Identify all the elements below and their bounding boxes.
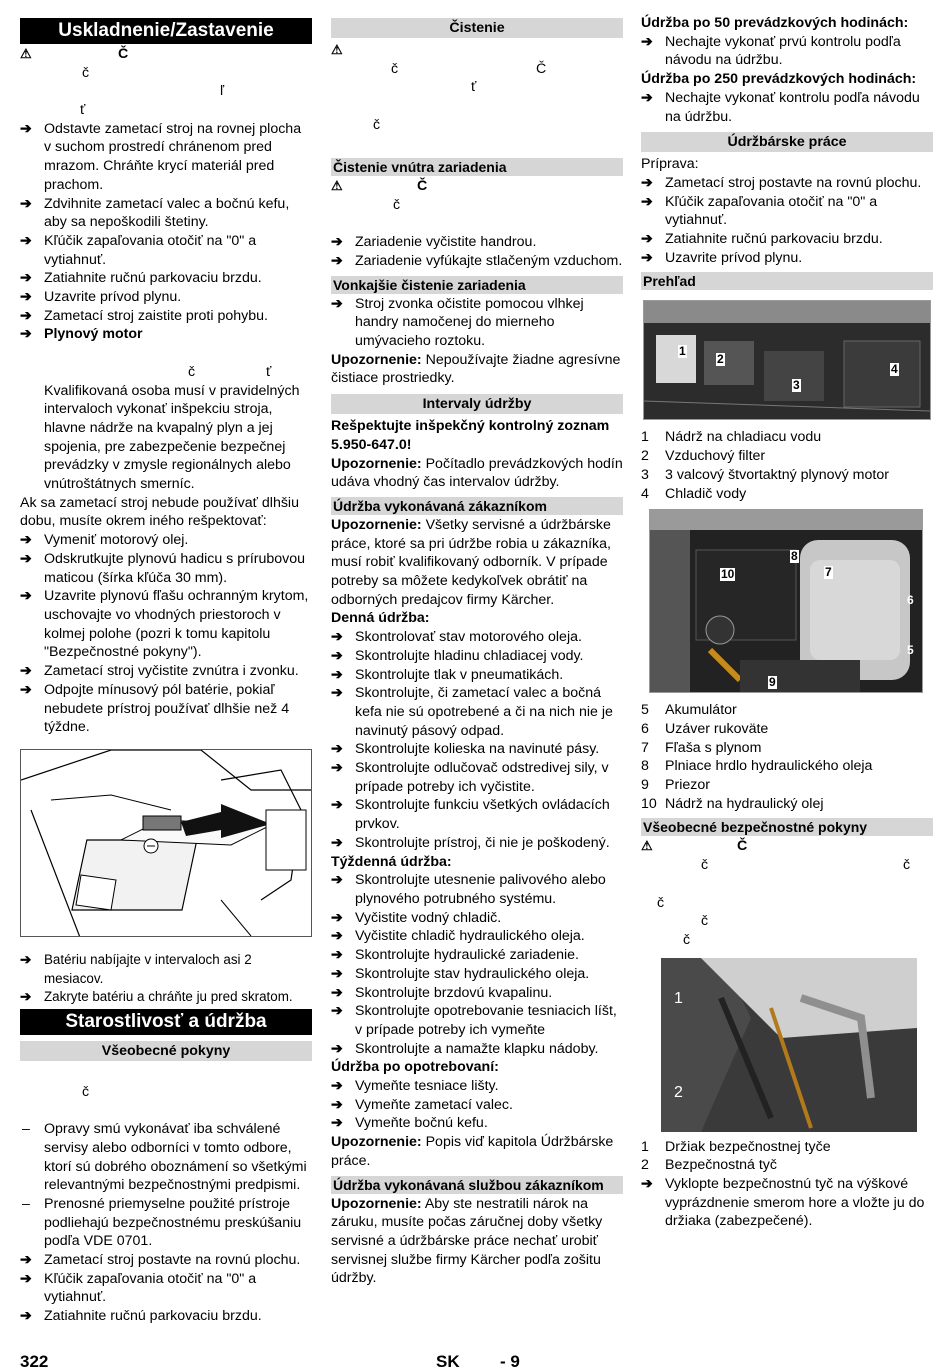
list-item: ➔ Skontrolovať stav motorového oleja.	[331, 629, 582, 646]
arrow-icon: ➔	[331, 666, 343, 683]
list-item: ➔ Vymeniť motorový olej.	[20, 532, 189, 549]
list-item: ➔ Skontrolujte, či zametací valec a bočná kefa nie sú opotrebené a či na nich nie je navinutý pásový odpad.	[331, 685, 613, 739]
list-item: – Prenosné priemyselne použité prístroje podliehajú bezpečnostnému preskúšaniu podľa VDE 0701.	[22, 1195, 302, 1250]
warning-icon: ⚠	[641, 838, 653, 854]
arrow-icon: ➔	[20, 1308, 32, 1325]
list-item: ➔ Zametací stroj postavte na rovnú plochu.	[20, 1252, 301, 1269]
battery-illustration	[20, 749, 312, 937]
weekly-heading: Týždenná údržba:	[331, 853, 452, 870]
arrow-icon: ➔	[331, 1078, 343, 1095]
list-item: ➔ Zatiahnite ručnú parkovaciu brzdu.	[20, 270, 262, 287]
arrow-icon: ➔	[20, 1270, 32, 1287]
subheading-safety: Všeobecné bezpečnostné pokyny	[641, 818, 933, 836]
legend-item: 10 Nádrž na hydraulický olej	[641, 795, 824, 812]
arrow-icon: ➔	[331, 1096, 343, 1113]
warning-line: ⚠ Č	[20, 46, 129, 62]
list-item: – Opravy smú vykonávať iba schválené servisy alebo odborníci v tomto odbore, ktorí sú dobrého oboznámení so všetkými relevantnými bezpečnostnými predpismi.	[22, 1121, 307, 1194]
note-description: Upozornenie: Popis viď kapitola Údržbárske práce.	[331, 1134, 614, 1169]
engine-bay-photo: 1 2 3 4	[643, 300, 931, 420]
legend-item: 1 Nádrž na chladiacu vodu	[641, 429, 822, 446]
legend-item: 6 Uzáver rukoväte	[641, 720, 769, 737]
list-item: ➔ Skontrolujte odlučovač odstredivej sily, v prípade potreby ich vyčistite.	[331, 760, 609, 795]
list-item-gas-motor: ➔ Plynový motor	[20, 326, 143, 343]
column-3: Údržba po 50 prevádzkových hodinách: ➔ Nechajte vykonať prvú kontrolu podľa návodu na údržbu. Údržba po 250 prevádzkových hodinách: ➔ Nechajte vykonať kontrolu podľa návodu na údržbu. Údržbárske práce Príprava: ➔ Zametací stroj postavte na rovnú plochu. ➔ Kľúčik zapaľovania otočiť na "0" a vytiahnuť. ➔ Zatiahnite ručnú parkovaciu brzdu. ➔ Uzavrite prívod plynu. Prehľad 1 2 3 4 1 Nádrž na chladiacu vodu 2 Vzduchový filter 3 3 valcový štvortaktný plynový motor 4 Chladič vody 10 8 7 6 5 9 5 Akumulátor 6 Uzáver rukoväte 7 Fľaša s plynom 8 Plniace hrdlo hydraulického oleja 9 Priezor 10 Nádrž na hydraulický olej Všeobecné bezpečnostné pokyny ⚠ Č č č č č č 1 2 1 Držiak bezpečnostnej tyče 2 Bezpečnostná tyč ➔ Vyklopte bezpečnostnú tyč na výškové vyprázdnenie smerom hore a vložte ju do držiaka (zabezpečené).	[641, 14, 933, 1231]
subheading-general: Všeobecné pokyny	[20, 1041, 312, 1061]
list-item: ➔ Stroj zvonka očistite pomocou vlhkej handry namočenej do mierneho umývacieho roztoku.	[331, 295, 584, 349]
list-item: ➔ Odpojte mínusový pól batérie, pokiaľ nebudete prístroj používať dlhšie než 4 týždne.	[20, 681, 290, 736]
preparation-list	[641, 174, 933, 268]
legend-item: 2 Bezpečnostná tyč	[641, 1157, 777, 1174]
subheading-intervals: Intervaly údržby	[331, 394, 623, 414]
note-counter: Upozornenie: Počítadlo prevádzkových hodín udáva vhodný čas intervalov údržby.	[331, 455, 623, 491]
list-item: ➔ Nechajte vykonať prvú kontrolu podľa návodu na údržbu.	[641, 33, 901, 69]
hydraulic-bay-photo: 10 8 7 6 5 9	[649, 509, 923, 693]
list-item: ➔ Kľúčik zapaľovania otočiť na "0" a vytiahnuť.	[20, 1270, 257, 1306]
battery-list	[20, 951, 312, 1007]
arrow-icon: ➔	[331, 685, 343, 702]
arrow-icon: ➔	[331, 760, 343, 777]
wear-heading: Údržba po opotrebovaní:	[331, 1059, 499, 1076]
arrow-icon: ➔	[331, 797, 343, 814]
warning-icon: ⚠	[331, 42, 343, 57]
list-item: ➔ Zametací stroj postavte na rovnú plochu.	[641, 174, 922, 191]
inside-cleaning-list	[331, 233, 623, 270]
list-item: ➔ Odskrutkujte plynovú hadicu s prírubovou maticou (šírka kľúča 30 mm).	[20, 550, 306, 586]
list-item: ➔ Zariadenie vyfúkajte stlačeným vzduchom.	[331, 252, 623, 269]
legend-item: 4 Chladič vody	[641, 485, 747, 502]
arrow-icon: ➔	[331, 741, 343, 758]
list-item: ➔ Batériu nabíjajte v intervaloch asi 2 mesiacov.	[20, 951, 252, 986]
list-item: ➔ Uzavrite prívod plynu.	[641, 249, 803, 266]
list-item: ➔ Nechajte vykonať kontrolu podľa návodu na údržbu.	[641, 89, 920, 125]
arrow-icon: ➔	[20, 307, 32, 324]
arrow-icon: ➔	[331, 965, 343, 982]
list-item: ➔ Vyklopte bezpečnostnú tyč na výškové vyprázdnenie smerom hore a vložte ju do držiaka (zabezpečené).	[641, 1176, 925, 1230]
arrow-icon: ➔	[641, 231, 653, 248]
list-item: ➔ Skontrolujte opotrebovanie tesniacich líšt, v prípade potreby ich vymeňte	[331, 1003, 617, 1038]
list-item: ➔ Skontrolujte kolieska na navinuté pásy.	[331, 741, 600, 758]
list-item: ➔ Skontrolujte funkciu všetkých ovládacích prvkov.	[331, 797, 610, 833]
arrow-icon: ➔	[20, 289, 32, 306]
arrow-icon: ➔	[331, 1003, 343, 1020]
column-1: Uskladnenie/Zastavenie ⚠ Č č ľ ť ➔ Odstavte zametací stroj na rovnej plocha v suchom prostredí chránenom pred mrazom. Chráňte krycí materiál pred prachom. ➔ Zdvihnite zametací valec a bočnú kefu, aby sa nepoškodili štetiny. ➔ Kľúčik zapaľovania otočiť na "0" a vytiahnuť. ➔ Zatiahnite ručnú parkovaciu brzdu. ➔ Uzavrite prívod plynu. ➔ Zametací stroj zaistite proti pohybu. ➔ Plynový motor č ť Kvalifikovaná osoba musí v pravidelných intervaloch vykonať inšpekciu stroja, hlavne nádrže na kvapalný plyn a jej spojenia, pre zabezpečenie bezpečnej prevádzky v zmysle regionálnych alebo vnútroštátnych smerníc. Ak sa zametací stroj nebude používať dlhšiu dobu, musíte okrem iného rešpektovať: ➔ Vymeniť motorový olej. ➔ Odskrutkujte plynovú hadicu s prírubovou maticou (šírka kľúča 30 mm). ➔ Uzavrite plynovú fľašu ochranným krytom, uschovajte vo vhodných priestoroch v kolmej polohe (pozri k tomu kapitolu "Bezpečnostné pokyny"). ➔ Zametací stroj vyčistite zvnútra i zvonku. ➔ Odpojte mínusový pól batérie, pokiaľ nebudete prístroj používať dlhšie než 4 týždne. ➔ Batériu nabíjajte v intervaloch asi 2 mesiacov. ➔ Zakryte batériu a chráňte ju pred skratom. Starostlivosť a údržba Všeobecné pokyny č – Opravy smú vykonávať iba schválené servisy alebo odborníci v tomto odbore, ktorí sú dobrého oboznámení so všetkými relevantnými bezpečnostnými predpismi. – Prenosné priemyselne použité prístroje podliehajú bezpečnostnému preskúšaniu podľa VDE 0701. ➔ Zametací stroj postavte na rovnú plochu. ➔ Kľúčik zapaľovania otočiť na "0" a vytiahnuť. ➔ Zatiahnite ručnú parkovaciu brzdu.	[20, 18, 312, 1326]
list-item: ➔ Skontrolujte utesnenie palivového alebo plynového potrubného systému.	[331, 872, 606, 907]
list-item: ➔ Vymeňte bočnú kefu.	[331, 1115, 488, 1132]
list-item: ➔ Skontrolujte tlak v pneumatikách.	[331, 666, 564, 683]
list-item: ➔ Kľúčik zapaľovania otočiť na "0" a vytiahnuť.	[20, 232, 257, 268]
arrow-icon: ➔	[331, 1115, 343, 1132]
arrow-icon: ➔	[641, 1176, 653, 1192]
list-item: ➔ Zakryte batériu a chráňte ju pred skratom.	[20, 988, 312, 1007]
arrow-icon: ➔	[20, 989, 32, 1005]
list-item: ➔ Zametací stroj vyčistite zvnútra i zvonku.	[20, 663, 299, 680]
arrow-icon: ➔	[331, 984, 343, 1001]
arrow-icon: ➔	[641, 89, 653, 106]
warning-icon: ⚠	[20, 46, 32, 61]
legend-3	[641, 1138, 933, 1175]
subheading-inside-cleaning: Čistenie vnútra zariadenia	[331, 158, 623, 176]
list-item: ➔ Skontrolujte brzdovú kvapalinu.	[331, 984, 553, 1001]
arrow-icon: ➔	[331, 947, 343, 964]
daily-heading: Denná údržba:	[331, 610, 430, 627]
arrow-icon: ➔	[20, 232, 32, 249]
language-code: SK	[436, 1352, 460, 1371]
long-storage-text: Ak sa zametací stroj nebude používať dlhšiu dobu, musíte okrem iného rešpektovať:	[20, 494, 299, 530]
storage-list-a	[20, 120, 312, 344]
legend-item: 9 Priezor	[641, 777, 710, 794]
legend-item: 5 Akumulátor	[641, 702, 737, 719]
list-item: ➔ Zatiahnite ručnú parkovaciu brzdu.	[641, 231, 883, 248]
list-item: ➔ Odstavte zametací stroj na rovnej plocha v suchom prostredí chránenom pred mrazom. Chráňte krycí materiál pred prachom.	[20, 120, 302, 193]
list-item: ➔ Zariadenie vyčistite handrou.	[331, 234, 537, 251]
note-service: Upozornenie: Aby ste nestratili nárok na záruku, musíte počas záručnej doby všetky servisné a údržbárske práce nechať urobiť servisnej službe firmy Kärcher podľa zošitu údržby.	[331, 1195, 603, 1287]
subheading-cleaning: Čistenie	[331, 18, 623, 38]
weekly-list	[331, 871, 623, 1058]
list-item: ➔ Skontrolujte hladinu chladiacej vody.	[331, 647, 584, 664]
list-item: ➔ Skontrolujte stav hydraulického oleja.	[331, 965, 590, 982]
arrow-icon: ➔	[20, 681, 32, 698]
arrow-icon: ➔	[331, 234, 343, 251]
list-item: ➔ Kľúčik zapaľovania otočiť na "0" a vytiahnuť.	[641, 193, 878, 229]
note-customer: Upozornenie: Všetky servisné a údržbárske práce, ktoré sa pri údržbe robia u zákazníka, musí robiť kvalifikovaný odborník. V prípade potreby sa môžete kedykoľvek obrátiť na odborných predajcov firmy Kärcher.	[331, 516, 611, 608]
list-item: ➔ Vyčistite chladič hydraulického oleja.	[331, 928, 585, 945]
arrow-icon: ➔	[20, 663, 32, 680]
legend-2	[641, 701, 933, 813]
arrow-icon: ➔	[641, 33, 653, 50]
arrow-icon: ➔	[641, 174, 653, 191]
page-number: 322	[20, 1352, 49, 1371]
list-item: ➔ Vyčistite vodný chladič.	[331, 909, 502, 926]
general-arrow-list	[20, 1251, 312, 1326]
legend-item: 3 3 valcový štvortaktný plynový motor	[641, 466, 889, 483]
subheading-maintenance-work: Údržbárske práce	[641, 132, 933, 152]
note-outside: Upozornenie: Nepoužívajte žiadne agresívne čistiace prostriedky.	[331, 351, 621, 387]
legend-1	[641, 428, 933, 503]
arrow-icon: ➔	[20, 532, 32, 549]
list-item: ➔ Skontrolujte hydraulické zariadenie.	[331, 947, 579, 964]
safety-bar-photo: 1 2	[661, 958, 917, 1132]
battery-drawing	[21, 750, 311, 936]
list-item: ➔ Uzavrite plynovú fľašu ochranným krytom, uschovajte vo vhodných priestoroch v kolmej polohe (pozri k tomu kapitolu "Bezpečnostné pokyny").	[20, 588, 309, 661]
arrow-icon: ➔	[20, 270, 32, 287]
storage-list-b	[20, 531, 312, 737]
list-item: ➔ Zdvihnite zametací valec a bočnú kefu, aby sa nepoškodili štetiny.	[20, 195, 290, 231]
subheading-outside-cleaning: Vonkajšie čistenie zariadenia	[331, 276, 623, 294]
legend-item: 1 Držiak bezpečnostnej tyče	[641, 1138, 831, 1155]
column-2: Čistenie ⚠ č Č ť č Čistenie vnútra zariadenia ⚠ Č č ➔ Zariadenie vyčistite handrou. ➔ Zariadenie vyfúkajte stlačeným vzduchom. Vonkajšie čistenie zariadenia ➔ Stroj zvonka očistite pomocou vlhkej handry namočenej do mierneho umývacieho roztoku. Upozornenie: Nepoužívajte žiadne agresívne čistiace prostriedky. Intervaly údržby Rešpektujte inšpekčný kontrolný zoznam 5.950-647.0! Upozornenie: Počítadlo prevádzkových hodín udáva vhodný čas intervalov údržby. Údržba vykonávaná zákazníkom Upozornenie: Všetky servisné a údržbárske práce, ktoré sa pri údržbe robia u zákazníka, musí robiť kvalifikovaný odborník. V prípade potreby sa môžete kedykoľvek obrátiť na odborných predajcov firmy Kärcher. Denná údržba: ➔ Skontrolovať stav motorového oleja. ➔ Skontrolujte hladinu chladiacej vody. ➔ Skontrolujte tlak v pneumatikách. ➔ Skontrolujte, či zametací valec a bočná kefa nie sú opotrebené a či na nich nie je navinutý pásový odpad. ➔ Skontrolujte kolieska na navinuté pásy. ➔ Skontrolujte odlučovač odstredivej sily, v prípade potreby ich vyčistite. ➔ Skontrolujte funkciu všetkých ovládacích prvkov. ➔ Skontrolujte prístroj, či nie je poškodený. Týždenná údržba: ➔ Skontrolujte utesnenie palivového alebo plynového potrubného systému. ➔ Vyčistite vodný chladič. ➔ Vyčistite chladič hydraulického oleja. ➔ Skontrolujte hydraulické zariadenie. ➔ Skontrolujte stav hydraulického oleja. ➔ Skontrolujte brzdovú kvapalinu. ➔ Skontrolujte opotrebovanie tesniacich líšt, v prípade potreby ich vymeňte ➔ Skontrolujte a namažte klapku nádoby. Údržba po opotrebovaní: ➔ Vymeňte tesniace lišty. ➔ Vymeňte zametací valec. ➔ Vymeňte bočnú kefu. Upozornenie: Popis viď kapitola Údržbárske práce. Údržba vykonávaná službou zákazníkom Upozornenie: Aby ste nestratili nárok na záruku, musíte počas záručnej doby všetky servisné a údržbárske práce nechať urobiť servisnej službe firmy Kärcher podľa zošitu údržby.	[331, 20, 623, 1287]
arrow-icon: ➔	[331, 834, 343, 851]
arrow-icon: ➔	[20, 1252, 32, 1269]
section-heading-storage: Uskladnenie/Zastavenie	[20, 18, 312, 44]
list-item: ➔ Vymeňte zametací valec.	[331, 1096, 513, 1113]
sub-page-number: - 9	[500, 1352, 520, 1371]
section-heading-care: Starostlivosť a údržba	[20, 1009, 312, 1035]
subheading-service-maintenance: Údržba vykonávaná službou zákazníkom	[331, 1176, 623, 1194]
arrow-icon: ➔	[20, 588, 32, 605]
list-item: ➔ Uzavrite prívod plynu.	[20, 289, 182, 306]
arrow-icon: ➔	[20, 120, 32, 137]
arrow-icon: ➔	[331, 1040, 343, 1057]
subheading-overview: Prehľad	[641, 272, 933, 290]
after-250-heading: Údržba po 250 prevádzkových hodinách:	[641, 71, 917, 88]
subheading-customer-maintenance: Údržba vykonávaná zákazníkom	[331, 497, 623, 515]
arrow-icon: ➔	[331, 647, 343, 664]
arrow-icon: ➔	[331, 909, 343, 926]
after-50-heading: Údržba po 50 prevádzkových hodinách:	[641, 15, 909, 31]
arrow-icon: ➔	[20, 550, 32, 567]
list-item: ➔ Vymeňte tesniace lišty.	[331, 1078, 499, 1095]
legend-item: 7 Fľaša s plynom	[641, 739, 762, 756]
arrow-icon: ➔	[20, 326, 32, 343]
arrow-icon: ➔	[331, 295, 343, 312]
arrow-icon: ➔	[331, 872, 343, 889]
warning-icon: ⚠	[331, 178, 343, 194]
general-dash-list	[20, 1120, 312, 1251]
arrow-icon: ➔	[641, 193, 653, 210]
list-item: ➔ Skontrolujte a namažte klapku nádoby.	[331, 1040, 599, 1057]
arrow-icon: ➔	[331, 252, 343, 269]
list-item: ➔ Zametací stroj zaistite proti pohybu.	[20, 307, 268, 324]
preparation-label: Príprava:	[641, 156, 699, 173]
arrow-icon: ➔	[641, 249, 653, 266]
gas-inspection-text: Kvalifikovaná osoba musí v pravidelných intervaloch vykonať inšpekciu stroja, hlavne nádrže na kvapalný plyn a jej spojenia, pre zabezpečenie bezpečnej prevádzky v zmysle regionálnych alebo vnútroštátnych smerníc.	[44, 382, 300, 493]
arrow-icon: ➔	[20, 195, 32, 212]
daily-list	[331, 628, 623, 852]
list-item: ➔ Zatiahnite ručnú parkovaciu brzdu.	[20, 1308, 262, 1325]
arrow-icon: ➔	[331, 928, 343, 945]
arrow-icon: ➔	[20, 951, 32, 967]
legend-item: 2 Vzduchový filter	[641, 448, 766, 465]
checklist-text: Rešpektujte inšpekčný kontrolný zoznam 5.950-647.0!	[331, 418, 610, 453]
wear-list	[331, 1077, 623, 1133]
legend-item: 8 Plniace hrdlo hydraulického oleja	[641, 758, 873, 775]
list-item: ➔ Skontrolujte prístroj, či nie je poškodený.	[331, 834, 610, 851]
arrow-icon: ➔	[331, 629, 343, 646]
